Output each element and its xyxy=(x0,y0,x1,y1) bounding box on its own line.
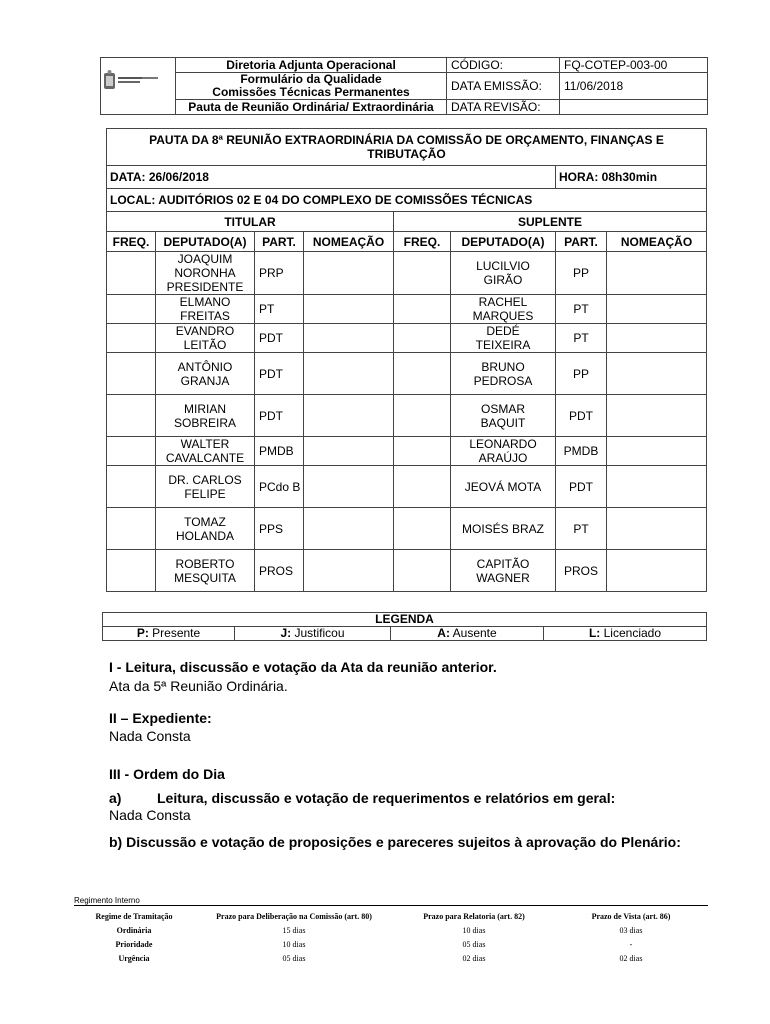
nomeacao-cell[interactable] xyxy=(607,324,707,353)
nomeacao-cell[interactable] xyxy=(607,295,707,324)
suplente-party: PT xyxy=(556,508,607,550)
regimento-cell: 15 dias xyxy=(282,925,306,935)
nomeacao-cell[interactable] xyxy=(304,466,394,508)
titular-name: MIRIAN SOBREIRA xyxy=(156,395,255,437)
deputy-row xyxy=(107,324,707,353)
regimento-cell: Urgência xyxy=(118,953,150,963)
agenda-title: PAUTA DA 8ª REUNIÃO EXTRAORDINÁRIA DA COMISSÃO DE ORÇAMENTO, FINANÇAS E TRIBUTAÇÃO xyxy=(107,129,707,166)
meeting-date: DATA: 26/06/2018 xyxy=(107,166,556,189)
suplente-name: JEOVÁ MOTA xyxy=(451,466,556,508)
legend-table xyxy=(102,612,707,641)
freq-cell[interactable] xyxy=(107,550,156,592)
nomeacao-cell[interactable] xyxy=(607,437,707,466)
regimento-title: Regimento Interno xyxy=(74,896,708,906)
deputy-row xyxy=(107,437,707,466)
titular-party: PRP xyxy=(255,252,304,295)
suplente-party: PROS xyxy=(556,550,607,592)
nomeacao-cell[interactable] xyxy=(607,508,707,550)
nomeacao-cell[interactable] xyxy=(304,437,394,466)
deputy-row xyxy=(107,550,707,592)
regimento-row xyxy=(74,923,708,937)
section-3a-body: Nada Consta xyxy=(109,807,191,823)
legend-present: P: Presente xyxy=(103,627,235,641)
titular-header: TITULAR xyxy=(107,212,394,232)
nomeacao-cell[interactable] xyxy=(304,508,394,550)
deputy-row xyxy=(107,353,707,395)
suplente-party: PP xyxy=(556,252,607,295)
freq-cell[interactable] xyxy=(107,353,156,395)
titular-party: PPS xyxy=(255,508,304,550)
suplente-party: PT xyxy=(556,295,607,324)
nomeacao-cell[interactable] xyxy=(304,295,394,324)
emission-value: 11/06/2018 xyxy=(560,73,708,100)
regimento-row xyxy=(74,937,708,951)
freq-cell[interactable] xyxy=(394,437,451,466)
col-nomeacao: NOMEAÇÃO xyxy=(304,232,394,252)
titular-name: ROBERTO MESQUITA xyxy=(156,550,255,592)
header-directorate: Diretoria Adjunta Operacional xyxy=(176,58,447,73)
regimento-cell: 05 dias xyxy=(462,939,486,949)
deputy-row xyxy=(107,466,707,508)
form-title-line1: Formulário da Qualidade xyxy=(240,72,382,86)
emission-label: DATA EMISSÃO: xyxy=(447,73,560,100)
freq-cell[interactable] xyxy=(394,295,451,324)
section-1-body: Ata da 5ª Reunião Ordinária. xyxy=(109,678,288,694)
freq-cell[interactable] xyxy=(394,324,451,353)
titular-party: PDT xyxy=(255,395,304,437)
freq-cell[interactable] xyxy=(107,508,156,550)
section-3-title: III - Ordem do Dia xyxy=(109,766,225,782)
legend-title: LEGENDA xyxy=(103,613,707,627)
suplente-name: OSMAR BAQUIT xyxy=(451,395,556,437)
logo-cell xyxy=(101,58,176,115)
col-part: PART. xyxy=(255,232,304,252)
titular-name: ELMANO FREITAS xyxy=(156,295,255,324)
freq-cell[interactable] xyxy=(394,252,451,295)
nomeacao-cell[interactable] xyxy=(304,550,394,592)
suplente-name: MOISÉS BRAZ xyxy=(451,508,556,550)
titular-name: EVANDRO LEITÃO xyxy=(156,324,255,353)
regimento-row xyxy=(74,951,708,965)
reg-header: Prazo de Vista (art. 86) xyxy=(591,911,671,921)
regimento-cell: - xyxy=(629,939,633,949)
titular-party: PT xyxy=(255,295,304,324)
regimento-cell: Ordinária xyxy=(116,925,152,935)
freq-cell[interactable] xyxy=(107,324,156,353)
suplente-name: LEONARDO ARAÚJO xyxy=(451,437,556,466)
freq-cell[interactable] xyxy=(107,295,156,324)
regimento-cell: 05 dias xyxy=(282,953,306,963)
col-part: PART. xyxy=(556,232,607,252)
revision-label: DATA REVISÃO: xyxy=(447,100,560,115)
header-form-title xyxy=(176,73,447,100)
suplente-name: CAPITÃO WAGNER xyxy=(451,550,556,592)
deputy-row xyxy=(107,508,707,550)
legend-absent: A: Ausente xyxy=(391,627,544,641)
reg-header: Regime de Tramitação xyxy=(95,911,173,921)
code-label: CÓDIGO: xyxy=(447,58,560,73)
regimento-cell: 03 dias xyxy=(619,925,643,935)
nomeacao-cell[interactable] xyxy=(607,252,707,295)
suplente-party: PT xyxy=(556,324,607,353)
freq-cell[interactable] xyxy=(107,466,156,508)
titular-name: ANTÔNIO GRANJA xyxy=(156,353,255,395)
nomeacao-cell[interactable] xyxy=(304,324,394,353)
section-1-title: I - Leitura, discussão e votação da Ata da reunião anterior. xyxy=(109,659,497,675)
nomeacao-cell[interactable] xyxy=(304,252,394,295)
attendance-table xyxy=(106,128,707,592)
reg-header: Prazo para Relatoria (art. 82) xyxy=(423,911,525,921)
suplente-header: SUPLENTE xyxy=(394,212,707,232)
header-table xyxy=(100,57,708,115)
regimento-footer xyxy=(74,896,708,965)
col-deputado: DEPUTADO(A) xyxy=(451,232,556,252)
freq-cell[interactable] xyxy=(394,353,451,395)
regimento-cell: 10 dias xyxy=(282,939,306,949)
freq-cell[interactable] xyxy=(394,395,451,437)
meeting-location: LOCAL: AUDITÓRIOS 02 E 04 DO COMPLEXO DE COMISSÕES TÉCNICAS xyxy=(107,189,707,212)
freq-cell[interactable] xyxy=(107,395,156,437)
suplente-party: PDT xyxy=(556,395,607,437)
titular-party: PROS xyxy=(255,550,304,592)
suplente-name: RACHEL MARQUES xyxy=(451,295,556,324)
regimento-table xyxy=(74,909,708,965)
suplente-party: PDT xyxy=(556,466,607,508)
legend-licensed: L: Licenciado xyxy=(544,627,707,641)
section-2-title: II – Expediente: xyxy=(109,710,212,726)
suplente-name: LUCILVIO GIRÃO xyxy=(451,252,556,295)
section-3a-label: a) xyxy=(109,790,122,806)
nomeacao-cell[interactable] xyxy=(607,466,707,508)
deputy-row xyxy=(107,395,707,437)
suplente-party: PMDB xyxy=(556,437,607,466)
section-2-body: Nada Consta xyxy=(109,728,191,744)
suplente-name: BRUNO PEDROSA xyxy=(451,353,556,395)
freq-cell[interactable] xyxy=(107,252,156,295)
regimento-cell: 02 dias xyxy=(462,953,486,963)
nomeacao-cell[interactable] xyxy=(304,353,394,395)
col-freq: FREQ. xyxy=(394,232,451,252)
suplente-party: PP xyxy=(556,353,607,395)
nomeacao-cell[interactable] xyxy=(607,353,707,395)
section-3b-title: b) Discussão e votação de proposições e pareceres sujeitos à aprovação do Plenário: xyxy=(109,834,681,850)
freq-cell[interactable] xyxy=(394,508,451,550)
freq-cell[interactable] xyxy=(394,466,451,508)
titular-name: DR. CARLOS FELIPE xyxy=(156,466,255,508)
col-nomeacao: NOMEAÇÃO xyxy=(607,232,707,252)
titular-name: JOAQUIM NORONHA PRESIDENTE xyxy=(156,252,255,295)
revision-value xyxy=(560,100,708,115)
legend-justified: J: Justificou xyxy=(235,627,391,641)
col-freq: FREQ. xyxy=(107,232,156,252)
suplente-name: DEDÉ TEIXEIRA xyxy=(451,324,556,353)
nomeacao-cell[interactable] xyxy=(607,395,707,437)
reg-header: Prazo para Deliberação na Comissão (art. 80) xyxy=(216,911,372,921)
header-agenda-type: Pauta de Reunião Ordinária/ Extraordinária xyxy=(176,100,447,115)
nomeacao-cell[interactable] xyxy=(607,550,707,592)
regimento-cell: 02 dias xyxy=(619,953,643,963)
form-title-line2: Comissões Técnicas Permanentes xyxy=(212,85,410,99)
titular-party: PCdo B xyxy=(255,466,304,508)
deputy-row xyxy=(107,252,707,295)
titular-party: PDT xyxy=(255,353,304,395)
titular-name: WALTER CAVALCANTE xyxy=(156,437,255,466)
titular-party: PDT xyxy=(255,324,304,353)
regimento-cell: 10 dias xyxy=(462,925,486,935)
section-3a-title: a) Leitura, discussão e votação de requerimentos e relatórios em geral: xyxy=(109,790,616,806)
col-deputado: DEPUTADO(A) xyxy=(156,232,255,252)
freq-cell[interactable] xyxy=(394,550,451,592)
nomeacao-cell[interactable] xyxy=(304,395,394,437)
regimento-cell: Prioridade xyxy=(115,939,153,949)
titular-name: TOMAZ HOLANDA xyxy=(156,508,255,550)
titular-party: PMDB xyxy=(255,437,304,466)
freq-cell[interactable] xyxy=(107,437,156,466)
code-value: FQ-COTEP-003-00 xyxy=(560,58,708,73)
meeting-time: HORA: 08h30min xyxy=(556,166,707,189)
deputy-row xyxy=(107,295,707,324)
